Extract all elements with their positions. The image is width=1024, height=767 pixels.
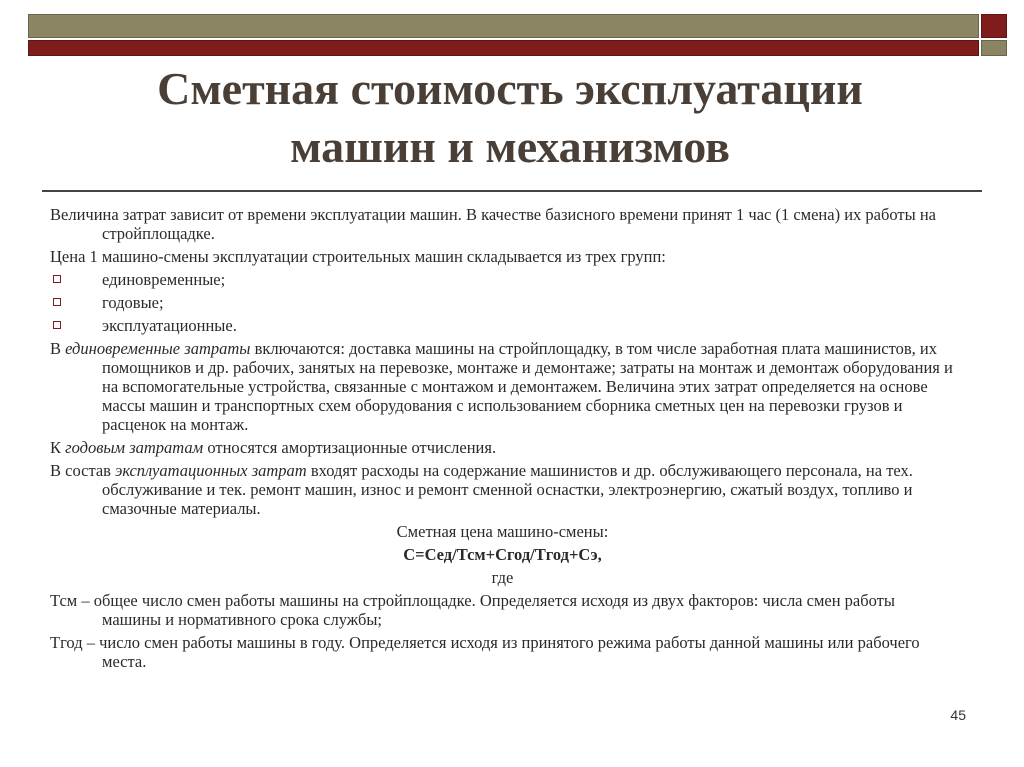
paragraph-tgod-definition: Тгод – число смен работы машины в году. Определяется исходя из принятого режима работы данной машины или рабочего места. <box>50 633 920 671</box>
slide-title <box>40 60 980 176</box>
formula: С=Сед/Тсм+Сгод/Тгод+Сэ, <box>403 545 602 564</box>
text-rest: входят расходы на содержание машинистов и др. обслуживающего персонала, на тех. обслуживание и тек. ремонт машин, износ и ремонт сменной оснастки, электроэнергию, сжатый воздух, топливо и смазочные материалы. <box>102 461 913 518</box>
bullet-text: эксплуатационные. <box>102 316 237 335</box>
bullet-item <box>50 293 955 312</box>
bullet-item <box>50 316 955 335</box>
page-number: 45 <box>950 707 966 723</box>
formula-caption: Сметная цена машино-смены: <box>396 522 609 541</box>
paragraph-tsm-definition: Тсм – общее число смен работы машины на стройплощадке. Определяется исходя из двух факторов: числа смен работы машины и нормативного срока службы; <box>50 591 895 629</box>
slide-title-line-1: Сметная стоимость эксплуатации <box>157 63 863 114</box>
slide-title-line-2: машин и механизмов <box>290 121 730 172</box>
paragraph-base-time: Величина затрат зависит от времени эксплуатации машин. В качестве базисного времени принят 1 час (1 смена) их работы на стройплощадке. <box>50 205 936 243</box>
corner-square-olive <box>981 40 1007 56</box>
emphasis-term: годовым затратам <box>65 438 204 457</box>
square-bullet-icon <box>53 298 61 306</box>
bullet-text: годовые; <box>102 293 164 312</box>
text-prefix: В состав <box>50 461 116 480</box>
bullet-text: единовременные; <box>102 270 226 289</box>
formula-where: где <box>491 568 514 587</box>
header-band-maroon <box>28 40 979 56</box>
title-divider <box>42 190 982 192</box>
text-prefix: К <box>50 438 66 457</box>
header-band-olive <box>28 14 979 38</box>
text-prefix: В <box>50 339 66 358</box>
bullet-item <box>50 270 955 289</box>
emphasis-term: единовременные затраты <box>65 339 251 358</box>
emphasis-term: эксплуатационных затрат <box>115 461 307 480</box>
text-rest: относятся амортизационные отчисления. <box>203 438 497 457</box>
slide-body <box>50 205 955 675</box>
corner-square-maroon <box>981 14 1007 38</box>
text-rest: включаются: доставка машины на стройплощадку, в том числе заработная плата машинистов, их помощников и др. рабочих, занятых на перевозке, монтаже и демонтаже; затраты на монтаж и демонтаж оборудования и на вспомогательные устройства, связанные с монтажом и демонтажем. Величина этих затрат определяется на основе массы машин и транспортных схем оборудования с использованием сборника сметных цен на перевозки грузов и расценок на монтаж. <box>102 339 953 434</box>
paragraph-annual-costs <box>50 438 955 457</box>
square-bullet-icon <box>53 275 61 283</box>
paragraph-operating-costs <box>50 461 955 518</box>
paragraph-one-time-costs <box>50 339 955 434</box>
paragraph-cost-groups: Цена 1 машино-смены эксплуатации строительных машин складывается из трех групп: <box>50 247 666 266</box>
square-bullet-icon <box>53 321 61 329</box>
